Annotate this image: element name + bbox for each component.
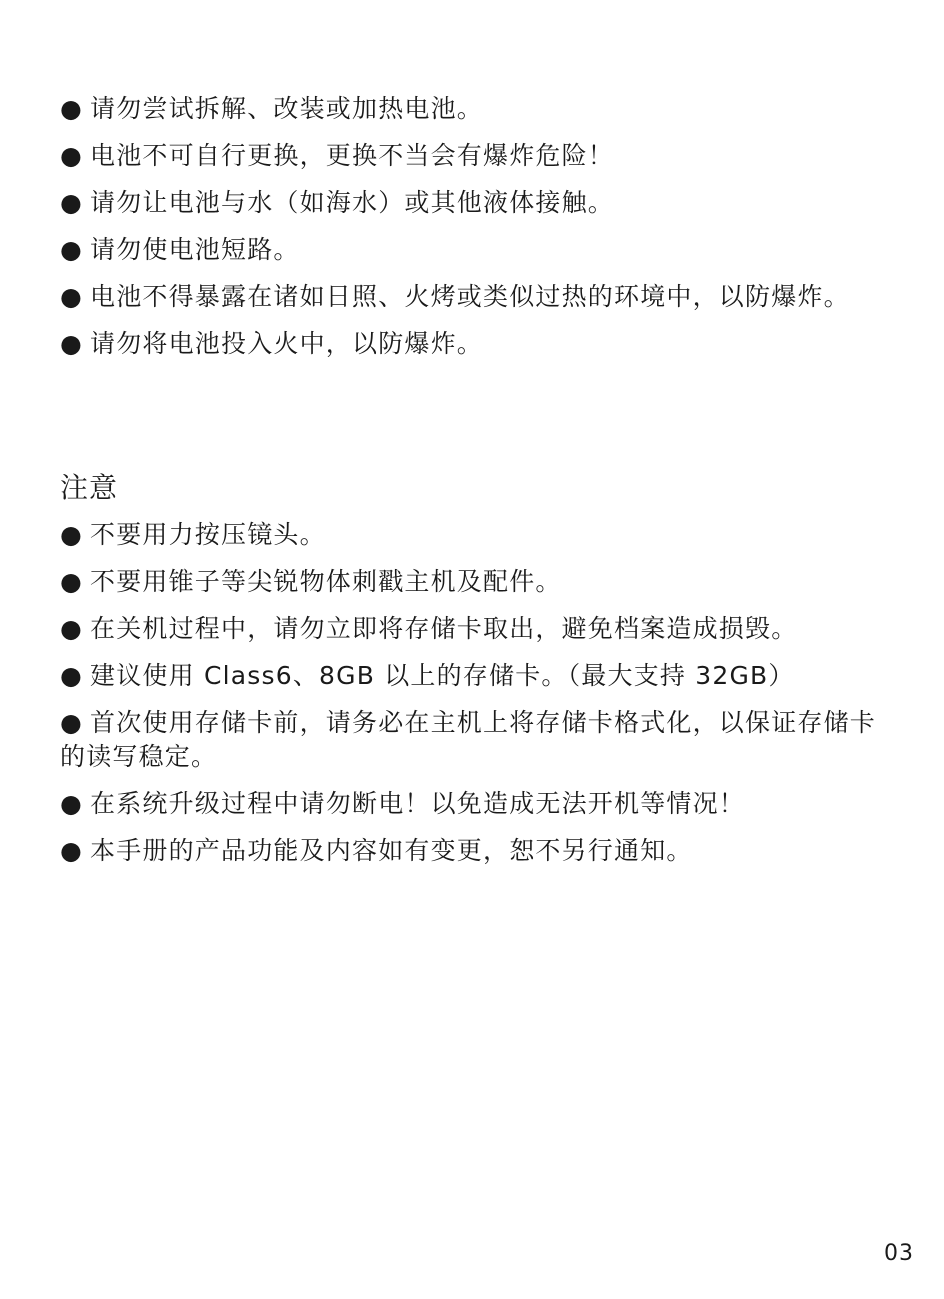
list-item (60, 834, 882, 868)
list-item (60, 139, 882, 173)
list-item-text: 首次使用存储卡前，请务必在主机上将存储卡格式化，以保证存储卡的读写稳定。 (60, 708, 877, 771)
list-item-text: 不要用力按压镜头。 (90, 520, 326, 549)
battery-warning-list (60, 92, 882, 374)
bullet-icon: ● (60, 235, 84, 264)
list-item-text: 电池不可自行更换，更换不当会有爆炸危险！ (90, 141, 615, 170)
list-item (60, 92, 882, 126)
list-item (60, 612, 882, 646)
list-item (60, 565, 882, 599)
bullet-icon: ● (60, 661, 84, 690)
list-item-text: 请勿使电池短路。 (90, 235, 300, 264)
list-item (60, 186, 882, 220)
list-item (60, 327, 882, 361)
page-number: 03 (884, 1241, 914, 1266)
list-item-text: 请勿尝试拆解、改装或加热电池。 (90, 94, 484, 123)
list-item-text: 请勿让电池与水（如海水）或其他液体接触。 (90, 188, 615, 217)
bullet-icon: ● (60, 141, 84, 170)
bullet-icon: ● (60, 94, 84, 123)
bullet-icon: ● (60, 836, 84, 865)
list-item-text: 本手册的产品功能及内容如有变更，恕不另行通知。 (90, 836, 693, 865)
list-item (60, 787, 882, 821)
bullet-icon: ● (60, 567, 84, 596)
bullet-icon: ● (60, 708, 84, 737)
list-item-text: 在系统升级过程中请勿断电！以免造成无法开机等情况！ (90, 789, 746, 818)
list-item (60, 518, 882, 552)
bullet-icon: ● (60, 614, 84, 643)
list-item-text: 请勿将电池投入火中，以防爆炸。 (90, 329, 484, 358)
bullet-icon: ● (60, 789, 84, 818)
bullet-icon: ● (60, 282, 84, 311)
list-item-text: 不要用锥子等尖锐物体刺戳主机及配件。 (90, 567, 562, 596)
list-item (60, 280, 882, 314)
list-item (60, 706, 882, 774)
list-item-text: 电池不得暴露在诸如日照、火烤或类似过热的环境中，以防爆炸。 (90, 282, 850, 311)
list-item (60, 233, 882, 267)
list-item-text: 在关机过程中，请勿立即将存储卡取出，避免档案造成损毁。 (90, 614, 798, 643)
bullet-icon: ● (60, 520, 84, 549)
notice-list (60, 518, 882, 881)
bullet-icon: ● (60, 329, 84, 358)
notice-heading: 注意 (60, 471, 119, 504)
list-item (60, 659, 882, 693)
bullet-icon: ● (60, 188, 84, 217)
list-item-text: 建议使用 Class6、8GB 以上的存储卡。（最大支持 32GB） (90, 661, 795, 690)
